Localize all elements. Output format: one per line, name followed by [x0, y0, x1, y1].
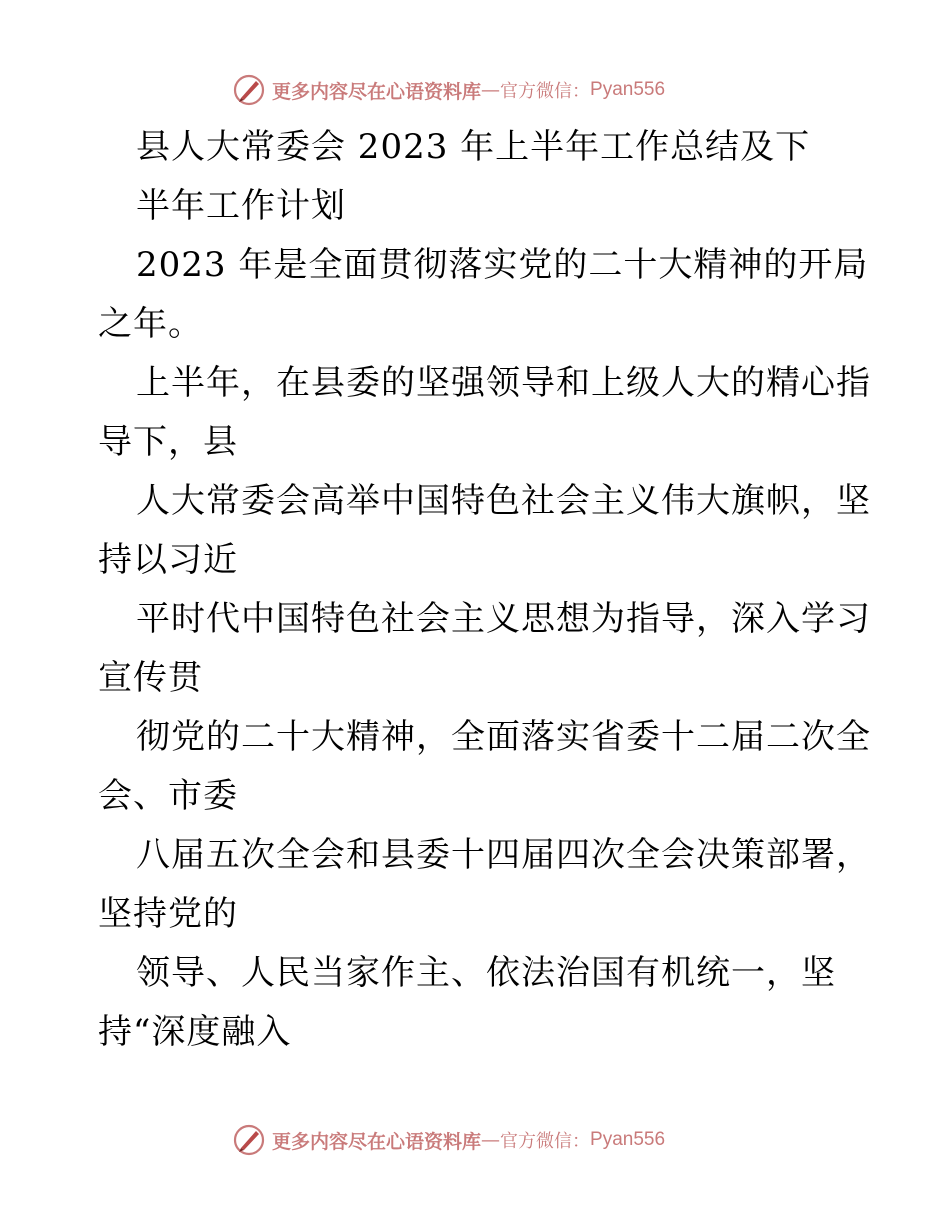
paragraph-line: 领导、人民当家作主、依法治国有机统一，坚: [136, 953, 836, 993]
watermark-dash: —: [481, 1129, 501, 1151]
watermark-sub-text: 官方微信：: [500, 81, 591, 102]
document-title-line-2: 半年工作计划: [136, 186, 346, 226]
paragraph-line: 上半年，在县委的坚强领导和上级人大的精心指: [136, 363, 871, 403]
quill-logo-icon: [232, 1123, 266, 1157]
paragraph-line: 坚持党的: [98, 894, 238, 934]
watermark-dash: —: [481, 79, 501, 101]
paragraph-line: 持“深度融入: [98, 1012, 292, 1052]
paragraph-line: 平时代中国特色社会主义思想为指导，深入学习: [136, 599, 871, 639]
document-body: [98, 118, 871, 1062]
watermark-main-text: 更多内容尽在心语资料库: [272, 1130, 482, 1153]
quill-logo-icon: [232, 73, 266, 107]
watermark-wechat-id: Pyan556: [590, 79, 666, 100]
document-title-line-1: 县人大常委会 2023 年上半年工作总结及下: [136, 127, 811, 167]
watermark-main-text: 更多内容尽在心语资料库: [272, 80, 482, 103]
paragraph-line: 导下，县: [98, 422, 238, 462]
paragraph-line: 宣传贯: [98, 658, 203, 698]
paragraph-line: 人大常委会高举中国特色社会主义伟大旗帜，坚: [136, 481, 871, 521]
paragraph-line: 彻党的二十大精神，全面落实省委十二届二次全: [136, 717, 871, 757]
paragraph-line: 之年。: [98, 304, 203, 344]
watermark-sub-text: 官方微信：: [500, 1131, 591, 1152]
paragraph-line: 持以习近: [98, 540, 238, 580]
paragraph-line: 2023 年是全面贯彻落实党的二十大精神的开局: [136, 245, 869, 285]
paragraph-line: 会、市委: [98, 776, 238, 816]
watermark-wechat-id: Pyan556: [590, 1129, 666, 1150]
footer-watermark: [232, 1122, 665, 1158]
paragraph-line: 八届五次全会和县委十四届四次全会决策部署，: [136, 835, 871, 875]
header-watermark: [232, 72, 665, 108]
